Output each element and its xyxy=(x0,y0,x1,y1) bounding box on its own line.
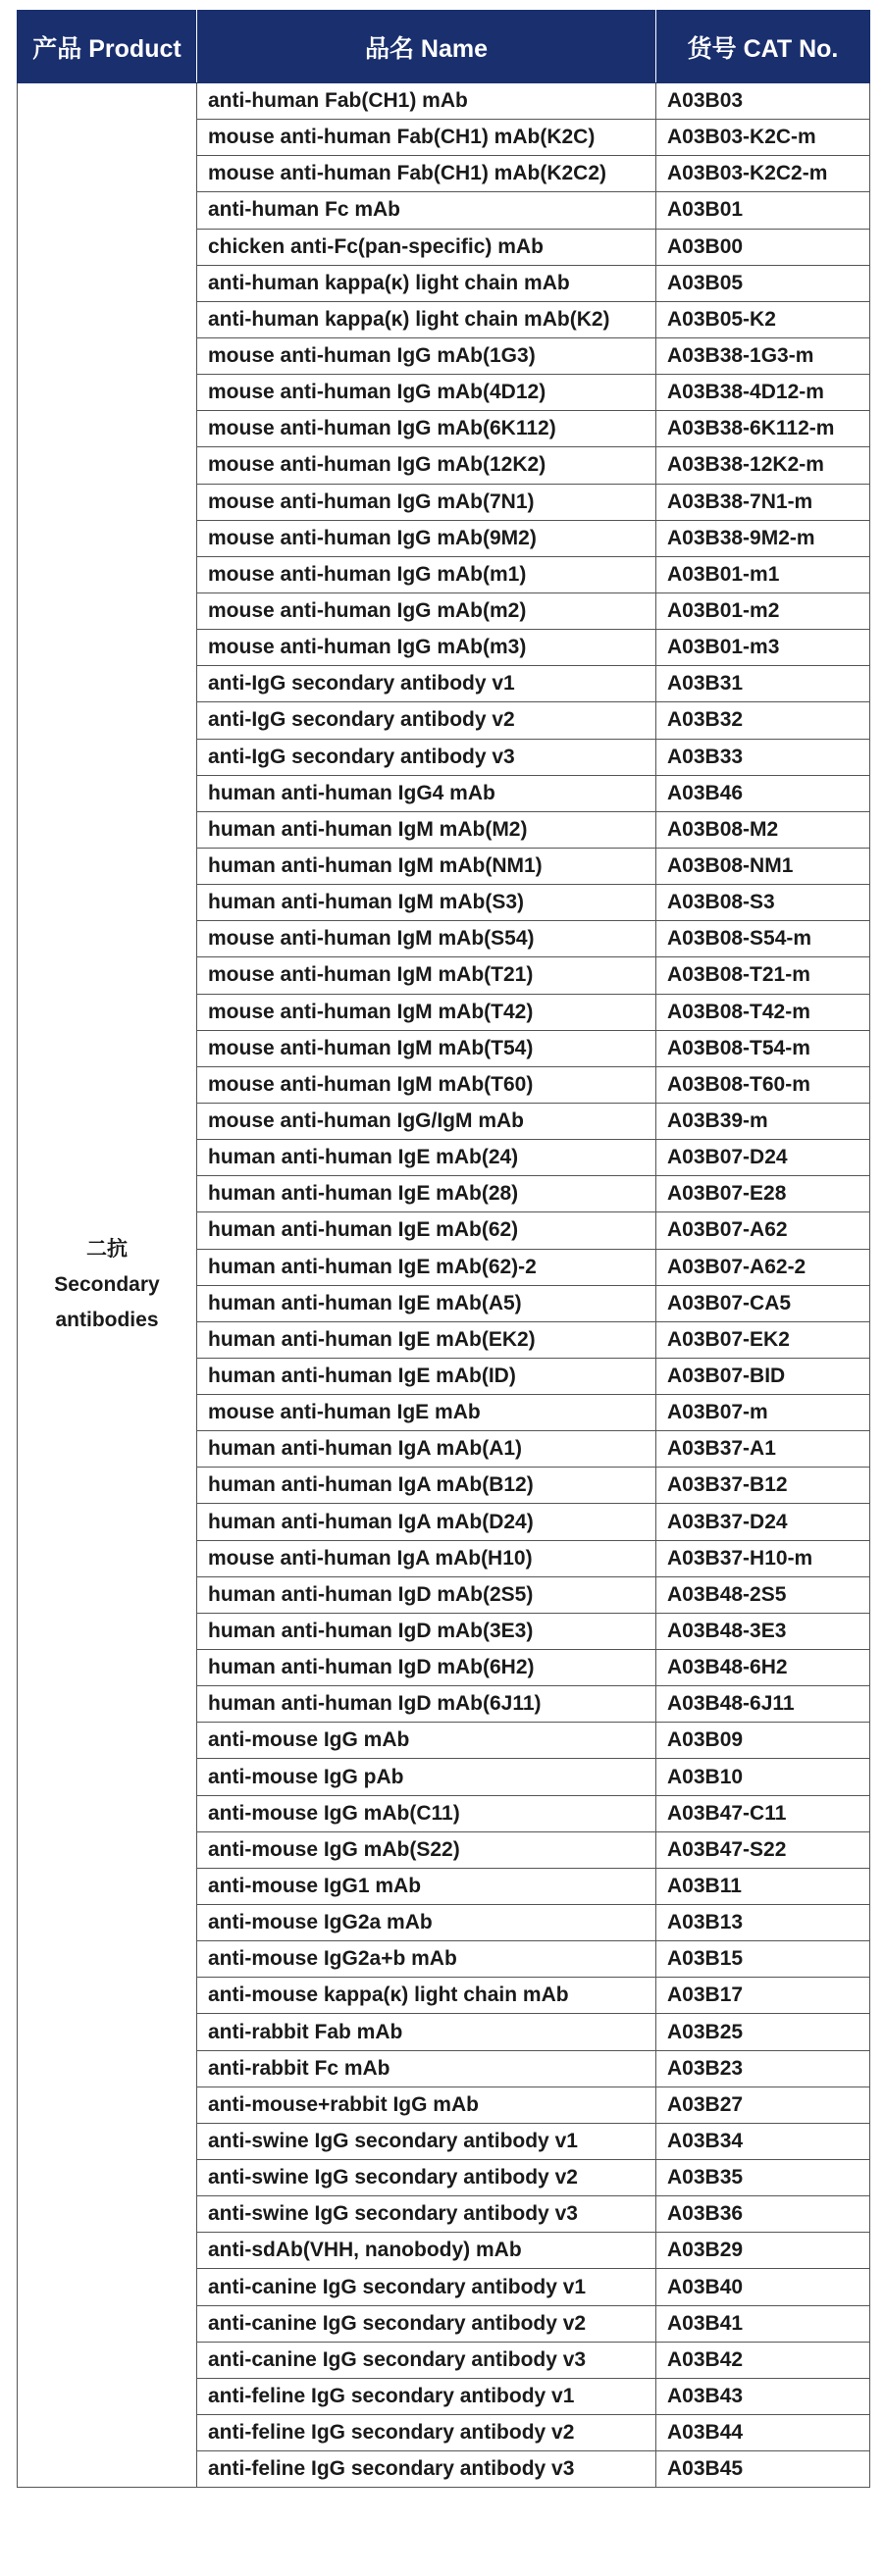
product-name-cell: mouse anti-human IgM mAb(T42) xyxy=(197,994,656,1030)
product-name-cell: anti-sdAb(VHH, nanobody) mAb xyxy=(197,2233,656,2269)
cat-number-cell: A03B37-D24 xyxy=(656,1504,870,1540)
product-name-cell: human anti-human IgG4 mAb xyxy=(197,775,656,811)
product-name-cell: anti-mouse IgG1 mAb xyxy=(197,1868,656,1904)
product-name-cell: anti-mouse IgG2a mAb xyxy=(197,1905,656,1941)
cat-number-cell: A03B32 xyxy=(656,702,870,739)
product-name-cell: human anti-human IgE mAb(EK2) xyxy=(197,1321,656,1358)
product-name-cell: mouse anti-human IgG mAb(m2) xyxy=(197,592,656,629)
product-name-cell: mouse anti-human IgG mAb(m3) xyxy=(197,630,656,666)
cat-number-cell: A03B36 xyxy=(656,2196,870,2233)
cat-number-cell: A03B03-K2C-m xyxy=(656,120,870,156)
product-name-cell: anti-human kappa(κ) light chain mAb xyxy=(197,265,656,301)
product-name-cell: anti-canine IgG secondary antibody v1 xyxy=(197,2269,656,2305)
cat-number-cell: A03B42 xyxy=(656,2342,870,2378)
product-name-cell: mouse anti-human IgG mAb(6K112) xyxy=(197,411,656,447)
cat-number-cell: A03B08-NM1 xyxy=(656,848,870,884)
cat-number-cell: A03B45 xyxy=(656,2451,870,2488)
table-row xyxy=(18,83,870,120)
cat-number-cell: A03B08-S54-m xyxy=(656,921,870,957)
cat-number-cell: A03B13 xyxy=(656,1905,870,1941)
product-name-cell: mouse anti-human IgG mAb(9M2) xyxy=(197,520,656,556)
cat-column-header: 货号 CAT No. xyxy=(656,11,870,83)
cat-number-cell: A03B08-T42-m xyxy=(656,994,870,1030)
cat-number-cell: A03B25 xyxy=(656,2014,870,2050)
product-name-cell: anti-mouse IgG mAb(C11) xyxy=(197,1795,656,1831)
cat-number-cell: A03B15 xyxy=(656,1941,870,1978)
product-name-cell: chicken anti-Fc(pan-specific) mAb xyxy=(197,229,656,265)
cat-number-cell: A03B09 xyxy=(656,1723,870,1759)
product-name-cell: anti-feline IgG secondary antibody v3 xyxy=(197,2451,656,2488)
cat-number-cell: A03B08-S3 xyxy=(656,885,870,921)
cat-number-cell: A03B29 xyxy=(656,2233,870,2269)
cat-number-cell: A03B38-6K112-m xyxy=(656,411,870,447)
product-name-cell: anti-IgG secondary antibody v3 xyxy=(197,739,656,775)
product-name-cell: anti-IgG secondary antibody v2 xyxy=(197,702,656,739)
product-name-cell: mouse anti-human Fab(CH1) mAb(K2C2) xyxy=(197,156,656,192)
product-name-cell: human anti-human IgM mAb(M2) xyxy=(197,811,656,848)
cat-number-cell: A03B44 xyxy=(656,2415,870,2451)
cat-number-cell: A03B01 xyxy=(656,192,870,229)
product-category-cell xyxy=(18,83,197,2488)
product-name-cell: mouse anti-human IgG mAb(12K2) xyxy=(197,447,656,484)
product-name-cell: mouse anti-human IgG mAb(7N1) xyxy=(197,484,656,520)
cat-number-cell: A03B40 xyxy=(656,2269,870,2305)
cat-number-cell: A03B07-A62 xyxy=(656,1212,870,1249)
table-header xyxy=(18,11,870,83)
cat-number-cell: A03B07-A62-2 xyxy=(656,1249,870,1285)
product-name-cell: anti-mouse+rabbit IgG mAb xyxy=(197,2087,656,2123)
product-name-cell: human anti-human IgE mAb(28) xyxy=(197,1176,656,1212)
cat-number-cell: A03B38-4D12-m xyxy=(656,375,870,411)
product-name-cell: mouse anti-human IgG mAb(4D12) xyxy=(197,375,656,411)
product-name-cell: human anti-human IgE mAb(24) xyxy=(197,1140,656,1176)
product-name-cell: anti-swine IgG secondary antibody v3 xyxy=(197,2196,656,2233)
cat-number-cell: A03B48-3E3 xyxy=(656,1613,870,1649)
cat-number-cell: A03B35 xyxy=(656,2160,870,2196)
cat-number-cell: A03B33 xyxy=(656,739,870,775)
cat-number-cell: A03B38-7N1-m xyxy=(656,484,870,520)
product-name-cell: human anti-human IgE mAb(62) xyxy=(197,1212,656,1249)
cat-number-cell: A03B01-m2 xyxy=(656,592,870,629)
product-name-cell: human anti-human IgD mAb(6H2) xyxy=(197,1650,656,1686)
cat-number-cell: A03B08-M2 xyxy=(656,811,870,848)
cat-number-cell: A03B38-12K2-m xyxy=(656,447,870,484)
cat-number-cell: A03B47-C11 xyxy=(656,1795,870,1831)
cat-number-cell: A03B48-6H2 xyxy=(656,1650,870,1686)
cat-number-cell: A03B07-m xyxy=(656,1395,870,1431)
cat-number-cell: A03B23 xyxy=(656,2050,870,2087)
product-name-cell: human anti-human IgA mAb(D24) xyxy=(197,1504,656,1540)
product-name-cell: human anti-human IgM mAb(S3) xyxy=(197,885,656,921)
product-column-header: 产品 Product xyxy=(18,11,197,83)
header-row xyxy=(18,11,870,83)
cat-number-cell: A03B11 xyxy=(656,1868,870,1904)
product-name-cell: human anti-human IgA mAb(B12) xyxy=(197,1468,656,1504)
product-name-cell: anti-canine IgG secondary antibody v2 xyxy=(197,2305,656,2342)
cat-number-cell: A03B37-H10-m xyxy=(656,1540,870,1576)
cat-number-cell: A03B07-EK2 xyxy=(656,1321,870,1358)
category-label-zh: 二抗 xyxy=(86,1238,128,1262)
product-name-cell: human anti-human IgA mAb(A1) xyxy=(197,1431,656,1468)
product-name-cell: anti-canine IgG secondary antibody v3 xyxy=(197,2342,656,2378)
cat-number-cell: A03B01-m1 xyxy=(656,556,870,592)
cat-number-cell: A03B03-K2C2-m xyxy=(656,156,870,192)
product-name-cell: human anti-human IgE mAb(A5) xyxy=(197,1285,656,1321)
cat-number-cell: A03B08-T54-m xyxy=(656,1030,870,1066)
cat-number-cell: A03B07-E28 xyxy=(656,1176,870,1212)
cat-number-cell: A03B03 xyxy=(656,83,870,120)
product-name-cell: mouse anti-human IgG mAb(1G3) xyxy=(197,337,656,374)
product-table xyxy=(17,10,870,2488)
cat-number-cell: A03B01-m3 xyxy=(656,630,870,666)
product-name-cell: human anti-human IgE mAb(ID) xyxy=(197,1358,656,1394)
table-body xyxy=(18,83,870,2488)
cat-number-cell: A03B27 xyxy=(656,2087,870,2123)
product-name-cell: mouse anti-human IgG/IgM mAb xyxy=(197,1103,656,1139)
product-name-cell: anti-mouse kappa(κ) light chain mAb xyxy=(197,1978,656,2014)
product-name-cell: anti-human Fc mAb xyxy=(197,192,656,229)
cat-number-cell: A03B00 xyxy=(656,229,870,265)
product-name-cell: mouse anti-human IgA mAb(H10) xyxy=(197,1540,656,1576)
cat-number-cell: A03B38-9M2-m xyxy=(656,520,870,556)
cat-number-cell: A03B38-1G3-m xyxy=(656,337,870,374)
product-name-cell: human anti-human IgM mAb(NM1) xyxy=(197,848,656,884)
product-name-cell: anti-human Fab(CH1) mAb xyxy=(197,83,656,120)
cat-number-cell: A03B37-A1 xyxy=(656,1431,870,1468)
product-name-cell: human anti-human IgD mAb(3E3) xyxy=(197,1613,656,1649)
cat-number-cell: A03B48-2S5 xyxy=(656,1576,870,1613)
name-column-header: 品名 Name xyxy=(197,11,656,83)
product-name-cell: human anti-human IgE mAb(62)-2 xyxy=(197,1249,656,1285)
product-name-cell: anti-IgG secondary antibody v1 xyxy=(197,666,656,702)
cat-number-cell: A03B17 xyxy=(656,1978,870,2014)
cat-number-cell: A03B05 xyxy=(656,265,870,301)
cat-number-cell: A03B47-S22 xyxy=(656,1831,870,1868)
cat-number-cell: A03B43 xyxy=(656,2378,870,2414)
cat-number-cell: A03B34 xyxy=(656,2123,870,2159)
cat-number-cell: A03B07-CA5 xyxy=(656,1285,870,1321)
cat-number-cell: A03B31 xyxy=(656,666,870,702)
cat-number-cell: A03B39-m xyxy=(656,1103,870,1139)
product-name-cell: anti-mouse IgG2a+b mAb xyxy=(197,1941,656,1978)
product-name-cell: anti-rabbit Fc mAb xyxy=(197,2050,656,2087)
product-name-cell: mouse anti-human IgG mAb(m1) xyxy=(197,556,656,592)
product-name-cell: mouse anti-human IgM mAb(S54) xyxy=(197,921,656,957)
product-name-cell: anti-mouse IgG pAb xyxy=(197,1759,656,1795)
product-name-cell: anti-mouse IgG mAb xyxy=(197,1723,656,1759)
product-name-cell: human anti-human IgD mAb(6J11) xyxy=(197,1686,656,1723)
cat-number-cell: A03B08-T21-m xyxy=(656,957,870,994)
cat-number-cell: A03B07-D24 xyxy=(656,1140,870,1176)
cat-number-cell: A03B10 xyxy=(656,1759,870,1795)
product-name-cell: anti-feline IgG secondary antibody v1 xyxy=(197,2378,656,2414)
product-name-cell: anti-feline IgG secondary antibody v2 xyxy=(197,2415,656,2451)
cat-number-cell: A03B08-T60-m xyxy=(656,1066,870,1103)
product-name-cell: anti-human kappa(κ) light chain mAb(K2) xyxy=(197,301,656,337)
product-name-cell: mouse anti-human IgE mAb xyxy=(197,1395,656,1431)
product-name-cell: mouse anti-human IgM mAb(T54) xyxy=(197,1030,656,1066)
product-name-cell: mouse anti-human Fab(CH1) mAb(K2C) xyxy=(197,120,656,156)
product-name-cell: human anti-human IgD mAb(2S5) xyxy=(197,1576,656,1613)
category-label-en-line1: Secondary xyxy=(54,1273,160,1297)
product-name-cell: anti-mouse IgG mAb(S22) xyxy=(197,1831,656,1868)
cat-number-cell: A03B48-6J11 xyxy=(656,1686,870,1723)
product-table-wrapper xyxy=(17,10,869,2488)
cat-number-cell: A03B41 xyxy=(656,2305,870,2342)
cat-number-cell: A03B37-B12 xyxy=(656,1468,870,1504)
product-name-cell: mouse anti-human IgM mAb(T60) xyxy=(197,1066,656,1103)
product-name-cell: anti-rabbit Fab mAb xyxy=(197,2014,656,2050)
product-name-cell: mouse anti-human IgM mAb(T21) xyxy=(197,957,656,994)
product-name-cell: anti-swine IgG secondary antibody v1 xyxy=(197,2123,656,2159)
category-label-en-line2: antibodies xyxy=(55,1309,159,1332)
cat-number-cell: A03B46 xyxy=(656,775,870,811)
product-name-cell: anti-swine IgG secondary antibody v2 xyxy=(197,2160,656,2196)
cat-number-cell: A03B07-BID xyxy=(656,1358,870,1394)
cat-number-cell: A03B05-K2 xyxy=(656,301,870,337)
